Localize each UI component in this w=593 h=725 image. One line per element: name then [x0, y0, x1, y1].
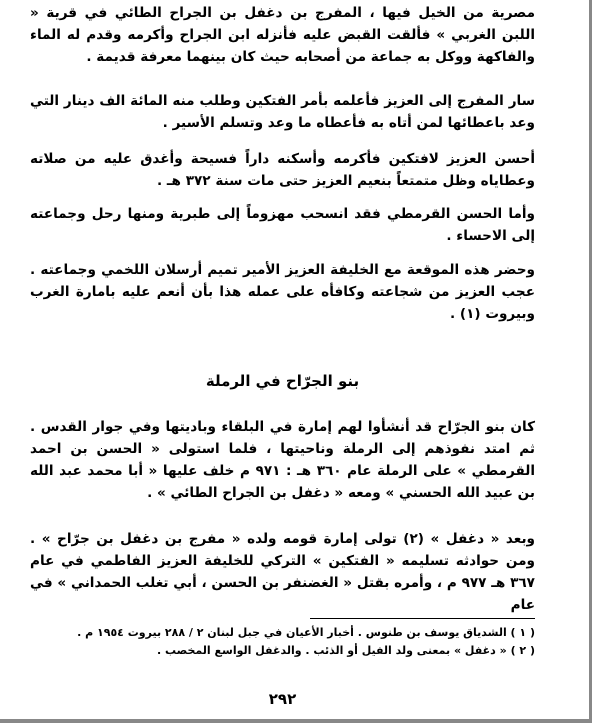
page-number: ٢٩٢: [268, 690, 297, 708]
footnotes: [30, 624, 535, 660]
paragraph-3: أحسن العزيز لافتكين فأكرمه وأسكنه داراً فسيحة وأغدق عليه من صلاته وعطاياه وظل متمتعاً بنعيم العزيز حتى مات سنة ٣٧٢ هـ .: [30, 151, 535, 189]
paragraph-5: وحضر هذه الموقعة مع الخليفة العزيز الأمير تميم أرسلان اللخمي وجماعته . عجب العزيز من شجاعته وكافأه على عمله هذا بأن أنعم عليه بامارة الغرب وبيروت (١) .: [30, 262, 535, 322]
footnote-1: ( ١ ) الشدياق يوسف بن طنوس . أخبار الأعيان في جبل لبنان ٢ / ٢٨٨ بيروت ١٩٥٤ م .: [77, 626, 535, 639]
paragraph-1: مصرية من الخيل فيها ، المفرج بن دغفل بن الجراح الطائي في قرية « اللبن الغربي » فألقت القبض عليه فأنزله ابن الجراح وأكرمه وقدم له الماء والفاكهة ووكل به جماعة من أصحابه حيث كان بينهما معرفة قديمة .: [30, 5, 535, 65]
section-heading: بنو الجرّاح في الرملة: [205, 372, 360, 390]
section-paragraph-2: وبعد « دغفل » (٢) تولى إمارة قومه ولده « مفرج بن دغفل بن جرّاح » . ومن حوادثه تسليمه « الفتكين » التركي للخليفة العزيز الفاطمي في عام ٣٦٧ هـ ٩٧٧ م ، وأمره بقتل « الغضنفر بن الحسن ، أبي تغلب الحمداني » في عام: [30, 531, 535, 613]
section-paragraph-1: كان بنو الجرّاح قد أنشأوا لهم إمارة في البلقاء وباديتها وفي جوار القدس . ثم امتد نفوذهم إلى الرملة وناحيتها ، فلما استولى « الحسن بن احمد القرمطي » على الرملة عام ٣٦٠ هـ : ٩٧١ م خلف عليها « أبا محمد عبد الله بن عبيد الله الحسني » ومعه « دغفل بن الجراح الطائي » .: [30, 419, 535, 501]
footnote-2: ( ٢ ) « دغفل » بمعنى ولد الفيل أو الذئب . والدغفل الواسع المخصب .: [156, 644, 535, 657]
paragraph-2: سار المفرج إلى العزيز فأعلمه بأمر الفتكين وطلب منه المائة الف دينار التي وعد باعطائها لمن أتاه به فأعطاه ما وعد وتسلم الأسير .: [30, 93, 535, 131]
footnote-divider: [310, 618, 535, 619]
paragraph-4: وأما الحسن القرمطي فقد انسحب مهزوماً إلى طبرية ومنها رحل وجماعته إلى الاحساء .: [30, 206, 535, 244]
